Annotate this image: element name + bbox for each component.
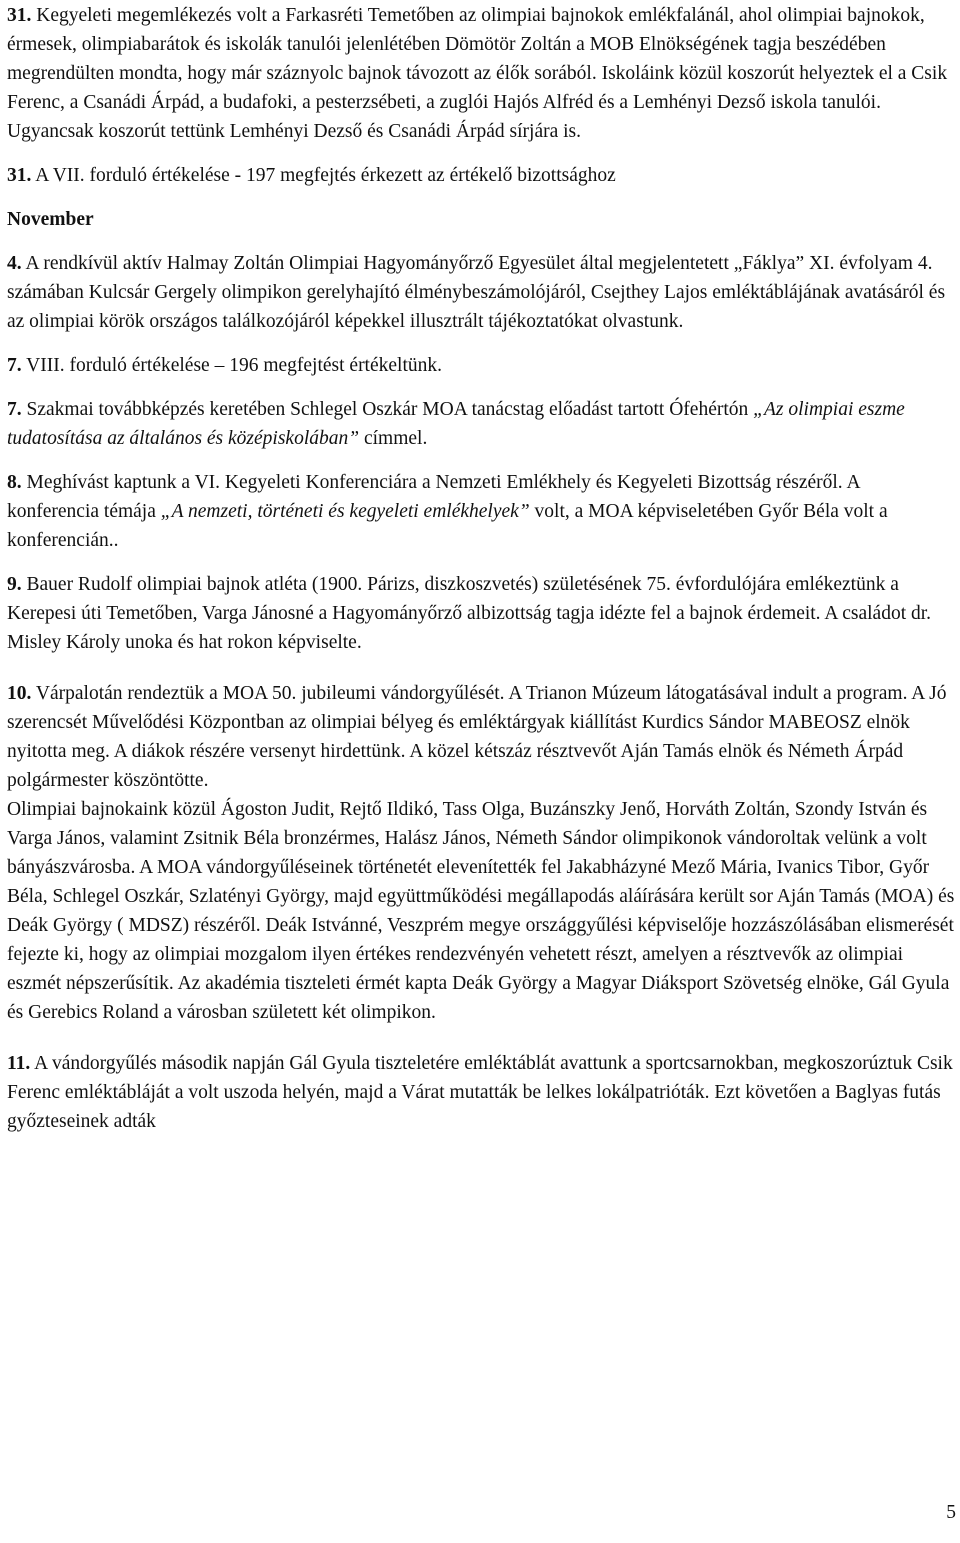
paragraph-number: 10. [7,683,32,704]
paragraph-text: Várpalotán rendeztük a MOA 50. jubileumi vándorgyűlését. A Trianon Múzeum látogatásával indult a program. A Jó szerencsét Művelődési Központban az olimpiai bélyeg és emléktárgyak kiállítást Kurdics Sándor MABEOSZ elnök nyitotta meg. A diákok részére versenyt hirdettünk. A közel kétszáz résztvevőt Aján Tamás elnök és Németh Árpád polgármester köszöntötte. [7,683,947,791]
paragraph-nov-10-varpalota [7,679,955,795]
paragraph-text: A vándorgyűlés második napján Gál Gyula tiszteletére emléktáblát avattunk a sportcsarnokban, megkoszorúztuk Csik Ferenc emléktábláját a volt uszoda helyén, majd a Várat mutatták be lelkes lokálpatrióták. Ezt követően a Baglyas futás győzteseinek adták [7,1053,953,1132]
paragraph-nov-4-faklya [7,249,955,336]
paragraph-text: VIII. forduló értékelése – 196 megfejtést értékeltünk. [26,355,442,376]
paragraph-text: Bauer Rudolf olimpiai bajnok atléta (1900. Párizs, diszkoszvetés) születésének 75. évfordulójára emlékeztünk a Kerepesi úti Temetőben, Varga Jánosné a Hagyományőrző albizottság tagja idézte fel a bajnok érdemeit. A családot dr. Misley Károly unoka és hat rokon képviselte. [7,574,932,653]
paragraph-nov-8-conference [7,468,955,555]
document-page [7,0,955,1136]
paragraph-oct-31-memorial [7,1,955,146]
section-heading-november: November [7,209,94,230]
paragraph-nov-9-bauer [7,570,955,657]
paragraph-text: A VII. forduló értékelése - 197 megfejtés érkezett az értékelő bizottsághoz [35,165,616,186]
paragraph-nov-7-training [7,395,955,453]
paragraph-number: 8. [7,472,22,493]
paragraph-olympians-list [7,795,955,1027]
lecture-title: „Az olimpiai eszme tudatosítása az általános és középiskolában” [7,399,905,449]
paragraph-text: Kegyeleti megemlékezés volt a Farkasréti Temetőben az olimpiai bajnokok emlékfalánál, ahol olimpiai bajnokok, érmesek, olimpiabarátok és iskolák tanulói jelenlétében Dömötör Zoltán a MOB Elnökségének tagja beszédében megrendülten mondta, hogy már száznyolc bajnok távozott az élők sorából. Iskoláink közül koszorút helyeztek el a Csik Ferenc, a Csanádi Árpád, a budafoki, a pesterzsébeti, a zuglói Hajós Alfréd és a Lemhényi Dezső iskola tanulói. Ugyancsak koszorút tettünk Lemhényi Dezső és Csanádi Árpád sírjára is. [7,5,948,142]
paragraph-number: 9. [7,574,22,595]
paragraph-number: 31. [7,5,32,26]
paragraph-nov-11-plaque [7,1049,955,1136]
paragraph-number: 7. [7,355,22,376]
page-number: 5 [946,1502,956,1523]
paragraph-number: 11. [7,1053,31,1074]
paragraph-text-end: volt, a MOA képviseletében Győr Béla volt a konferencián.. [7,501,888,551]
paragraph-text: Meghívást kaptunk a VI. Kegyeleti Konferenciára a Nemzeti Emlékhely és Kegyeleti Bizottság részéről. A konferencia témája [7,472,860,522]
paragraph-text: A rendkívül aktív Halmay Zoltán Olimpiai Hagyományőrző Egyesület által megjelentetett „Fáklya” XI. évfolyam 4. számában Kulcsár Gergely olimpikon gerelyhajító élménybeszámolójáról, Csejthey Lajos emléktáblájának avatásáról és az olimpiai körök országos találkozójáról képekkel illusztrált tájékoztatókat olvastunk. [7,253,946,332]
paragraph-text: Szakmai továbbképzés keretében Schlegel Oszkár MOA tanácstag előadást tartott Ófehértón [26,399,754,420]
paragraph-round-8-evaluation [7,351,955,380]
paragraph-number: 31. [7,165,32,186]
paragraph-text: Olimpiai bajnokaink közül Ágoston Judit, Rejtő Ildikó, Tass Olga, Buzánszky Jenő, Horváth Zoltán, Szondy István és Varga János, valamint Zsitnik Béla bronzérmes, Halász János, Németh Sándor olimpikonok vándoroltak velünk a volt bányászvárosba. A MOA vándorgyűléseinek történetét elevenítették fel Jakabházyné Mező Mária, Ivanics Tibor, Győr Béla, Schlegel Oszkár, Szlatényi György, majd együttműködési megállapodás aláírására került sor Aján Tamás (MOA) és Deák György ( MDSZ) részéről. Deák Istvánné, Veszprém megye országgyűlési képviselője hozzászólásában elismerését fejezte ki, hogy az olimpiai mozgalom ilyen értékes rendezvényén vehetett részt, amelyen a résztvevők az olimpiai eszmét népszerűsítik. Az akadémia tiszteleti érmét kapta Deák György a Magyar Diáksport Szövetség elnöke, Gál Gyula és Gerebics Roland a városban született két olimpikon. [7,799,955,1023]
paragraph-round-7-evaluation [7,161,955,190]
paragraph-number: 4. [7,253,22,274]
paragraph-text-end: címmel. [359,428,428,449]
paragraph-number: 7. [7,399,22,420]
conference-theme: „A nemzeti, történeti és kegyeleti emlékhelyek” [160,501,530,522]
